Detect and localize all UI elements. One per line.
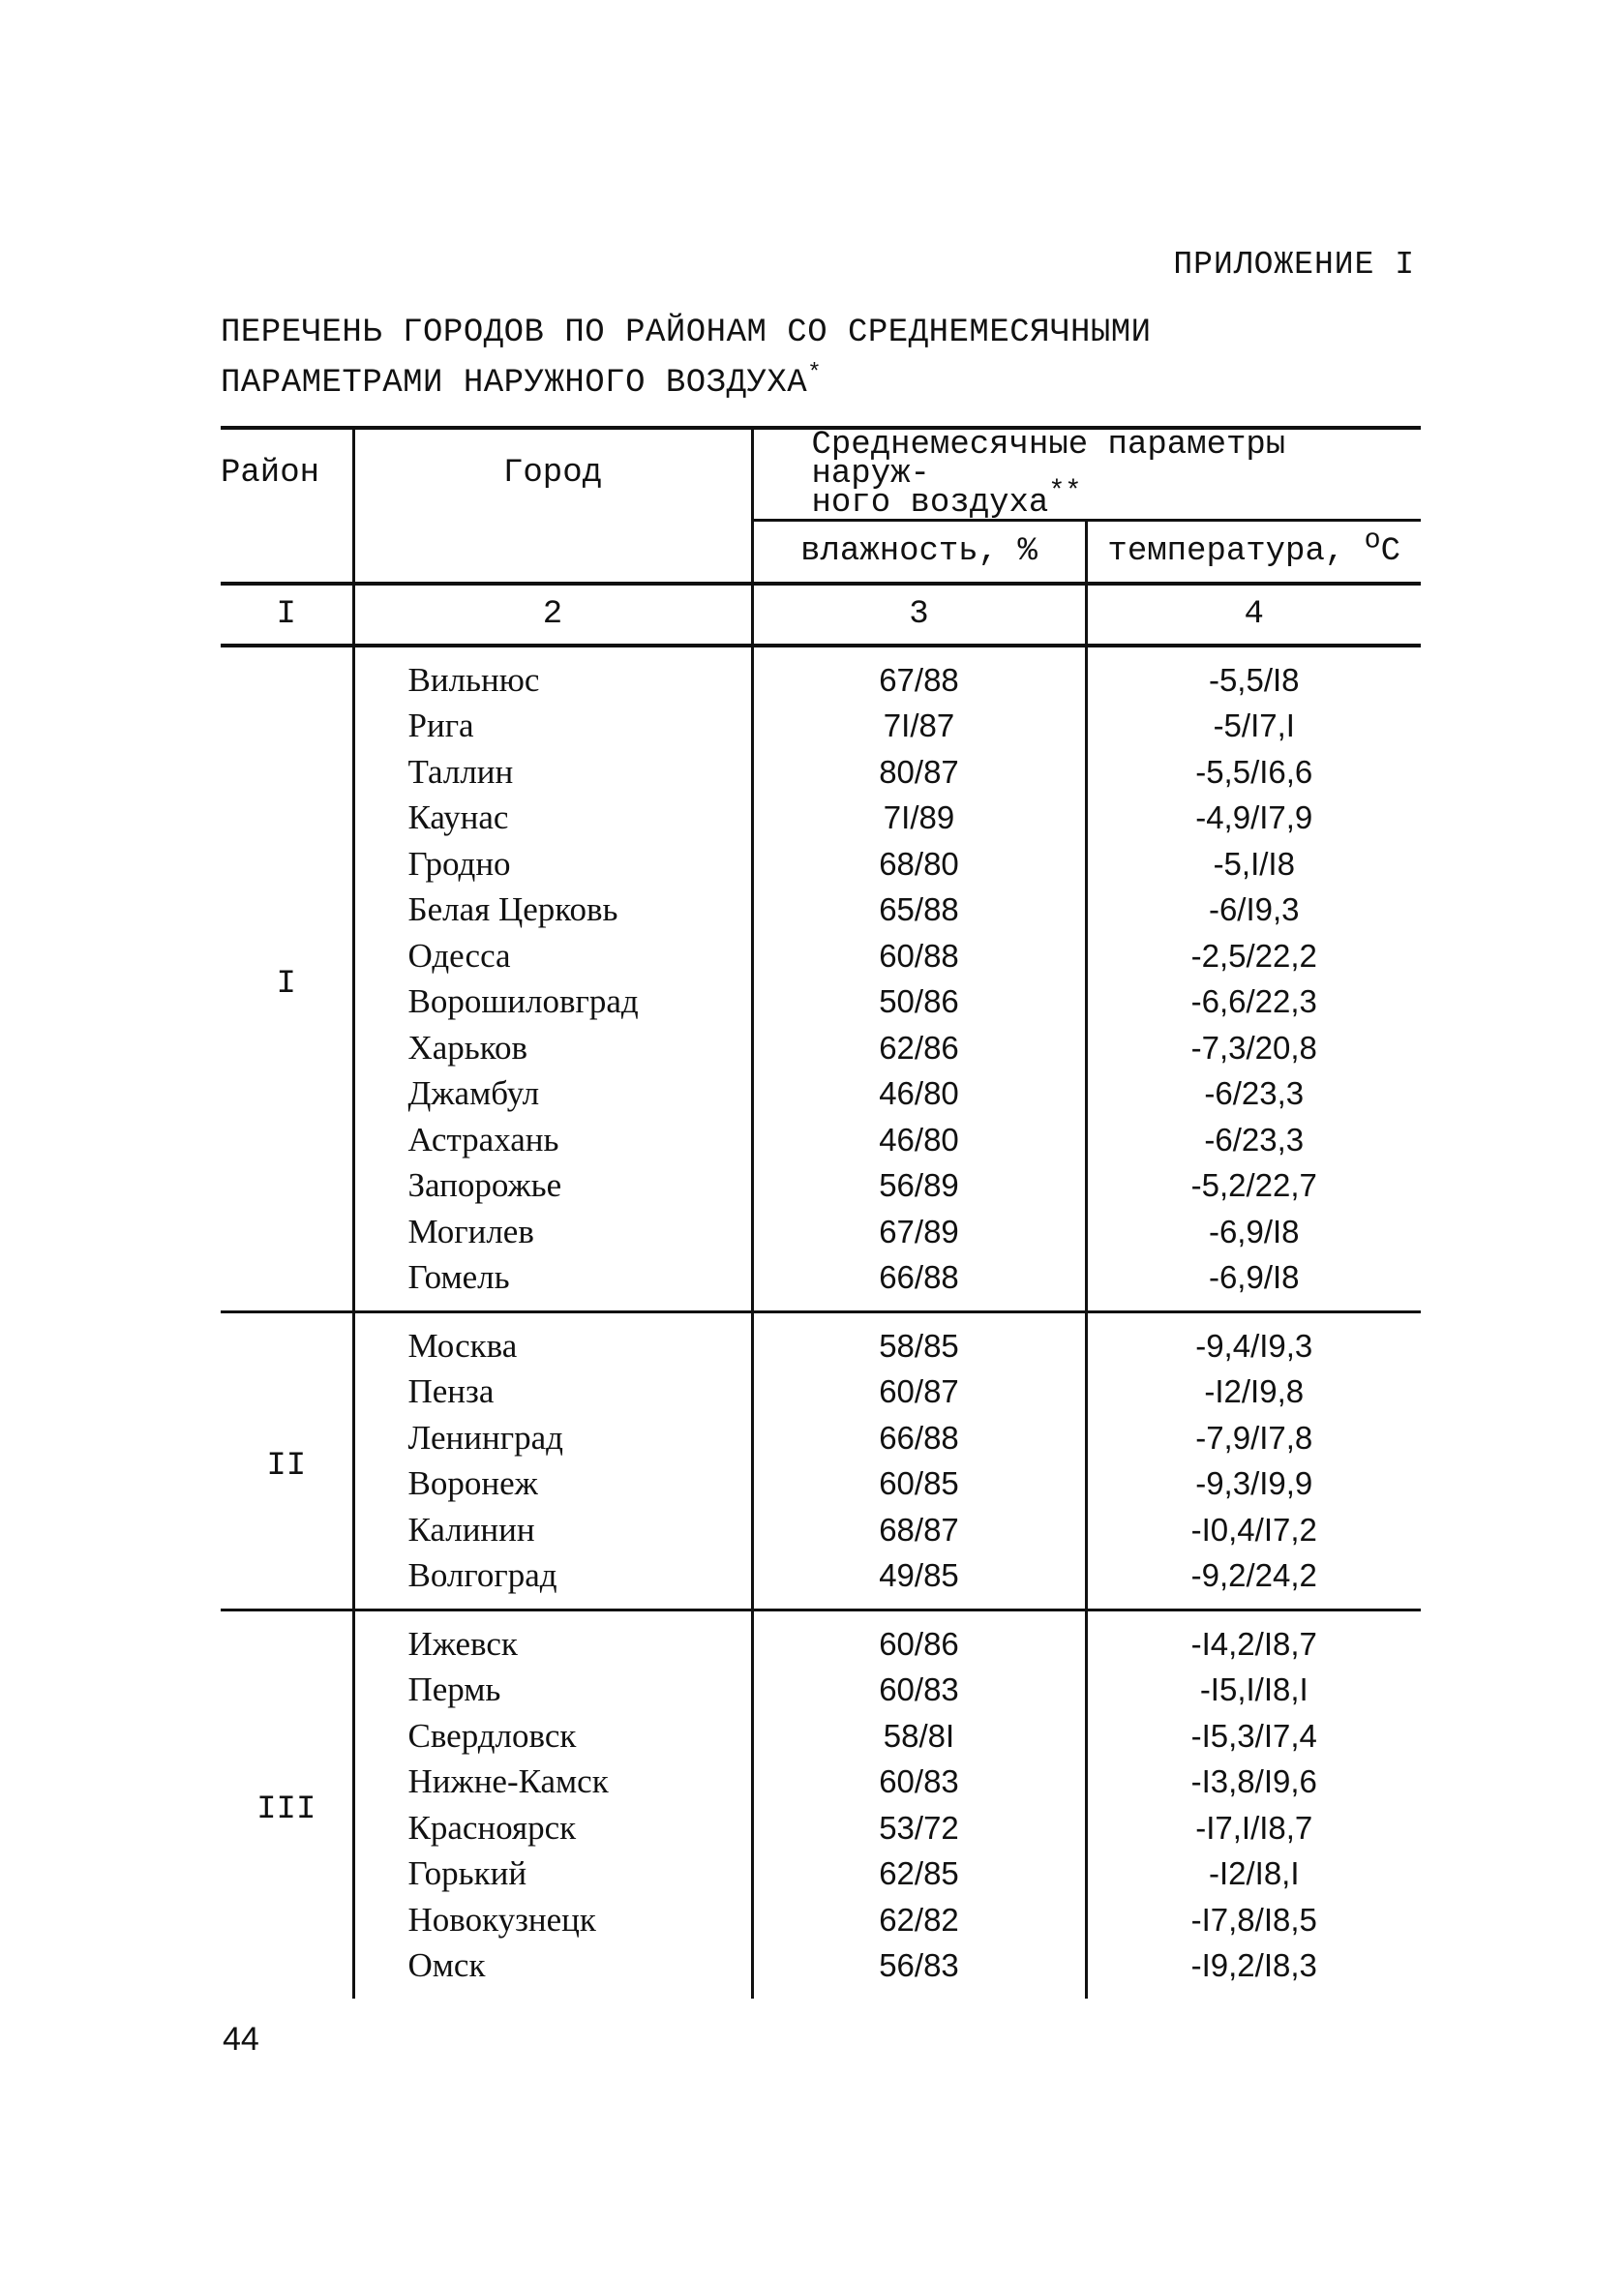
temperature-cell: -6/I9,3 (1086, 888, 1421, 934)
city-cell: Москва (353, 1312, 752, 1369)
table-row (221, 1071, 1421, 1118)
city-cell: Пермь (353, 1668, 752, 1714)
temperature-cell: -I5,3/I7,4 (1086, 1713, 1421, 1760)
temperature-cell: -5/I7,I (1086, 704, 1421, 750)
temperature-cell: -I0,4/I7,2 (1086, 1507, 1421, 1553)
humidity-cell: 62/85 (752, 1851, 1086, 1898)
table-body (221, 646, 1421, 1999)
district-cell: III (221, 1610, 353, 2000)
humidity-cell: 62/82 (752, 1897, 1086, 1943)
city-cell: Джамбул (353, 1071, 752, 1118)
humidity-cell: 46/80 (752, 1071, 1086, 1118)
table-row (221, 1255, 1421, 1312)
temperature-cell: -I3,8/I9,6 (1086, 1760, 1421, 1806)
temperature-cell: -I2/I9,8 (1086, 1369, 1421, 1416)
header-temperature-text: температура, (1107, 533, 1365, 570)
temperature-cell: -5,5/I8 (1086, 646, 1421, 704)
humidity-cell: 53/72 (752, 1805, 1086, 1851)
city-cell: Волгоград (353, 1553, 752, 1610)
cities-table (221, 426, 1421, 1999)
humidity-cell: 68/80 (752, 841, 1086, 888)
city-cell: Запорожье (353, 1163, 752, 1210)
humidity-cell: 7I/89 (752, 796, 1086, 842)
table-row (221, 1117, 1421, 1163)
city-cell: Красноярск (353, 1805, 752, 1851)
header-params-footnote-mark: ** (1048, 475, 1082, 508)
appendix-label: ПРИЛОЖЕНИЕ I (1173, 247, 1415, 283)
temperature-cell: -I2/I8,I (1086, 1851, 1421, 1898)
table-row (221, 888, 1421, 934)
city-cell: Рига (353, 704, 752, 750)
table-row (221, 646, 1421, 704)
header-params (752, 428, 1421, 521)
table-row (221, 1209, 1421, 1255)
city-cell: Могилев (353, 1209, 752, 1255)
humidity-cell: 56/83 (752, 1943, 1086, 2000)
humidity-cell: 58/85 (752, 1312, 1086, 1369)
table-row (221, 1461, 1421, 1508)
city-cell: Ижевск (353, 1610, 752, 1668)
city-cell: Таллин (353, 749, 752, 796)
table-row (221, 796, 1421, 842)
temperature-cell: -I9,2/I8,3 (1086, 1943, 1421, 2000)
table-row (221, 704, 1421, 750)
table-row (221, 1943, 1421, 2000)
humidity-cell: 60/87 (752, 1369, 1086, 1416)
city-cell: Харьков (353, 1025, 752, 1071)
temperature-cell: -I4,2/I8,7 (1086, 1610, 1421, 1668)
table-row (221, 749, 1421, 796)
table-row (221, 1668, 1421, 1714)
temperature-cell: -7,3/20,8 (1086, 1025, 1421, 1071)
city-cell: Одесса (353, 933, 752, 979)
city-cell: Гродно (353, 841, 752, 888)
temperature-cell: -I7,I/I8,7 (1086, 1805, 1421, 1851)
city-cell: Вильнюс (353, 646, 752, 704)
table-row (221, 979, 1421, 1026)
table-row (221, 1553, 1421, 1610)
humidity-cell: 46/80 (752, 1117, 1086, 1163)
header-district: Район (221, 428, 353, 584)
header-params-line-2: ного воздуха (811, 485, 1049, 522)
table-row (221, 1760, 1421, 1806)
temperature-cell: -6,9/I8 (1086, 1209, 1421, 1255)
district-cell: I (276, 965, 296, 1003)
title-footnote-mark: * (807, 360, 823, 387)
table-row (221, 1415, 1421, 1461)
temperature-cell: -9,4/I9,3 (1086, 1312, 1421, 1369)
city-cell: Воронеж (353, 1461, 752, 1508)
header-humidity: влажность, % (752, 521, 1086, 585)
header-params-line-2-wrap (811, 475, 1422, 522)
city-cell: Ленинград (353, 1415, 752, 1461)
humidity-cell: 66/88 (752, 1415, 1086, 1461)
column-number-1: I (221, 584, 353, 646)
humidity-cell: 60/86 (752, 1610, 1086, 1668)
table-row (221, 933, 1421, 979)
table-row (221, 1507, 1421, 1553)
humidity-cell: 56/89 (752, 1163, 1086, 1210)
column-number-2: 2 (353, 584, 752, 646)
humidity-cell: 80/87 (752, 749, 1086, 796)
temperature-cell: -I7,8/I8,5 (1086, 1897, 1421, 1943)
temperature-cell: -4,9/I7,9 (1086, 796, 1421, 842)
title-line-2 (221, 358, 1152, 408)
column-number-4: 4 (1086, 584, 1421, 646)
city-cell: Гомель (353, 1255, 752, 1312)
humidity-cell: 60/83 (752, 1668, 1086, 1714)
city-cell: Омск (353, 1943, 752, 2000)
humidity-cell: 66/88 (752, 1255, 1086, 1312)
city-cell: Пенза (353, 1369, 752, 1416)
temperature-cell: -6,6/22,3 (1086, 979, 1421, 1026)
table-row (221, 1369, 1421, 1416)
temperature-cell: -2,5/22,2 (1086, 933, 1421, 979)
city-cell: Калинин (353, 1507, 752, 1553)
temperature-cell: -9,2/24,2 (1086, 1553, 1421, 1610)
temperature-cell: -I5,I/I8,I (1086, 1668, 1421, 1714)
page-number: 44 (223, 2021, 259, 2058)
temperature-cell: -7,9/I7,8 (1086, 1415, 1421, 1461)
header-temperature (1086, 521, 1421, 585)
temperature-cell: -6/23,3 (1086, 1117, 1421, 1163)
city-cell: Астрахань (353, 1117, 752, 1163)
table-row (221, 1897, 1421, 1943)
humidity-cell: 7I/87 (752, 704, 1086, 750)
table-row (221, 1851, 1421, 1898)
humidity-cell: 60/83 (752, 1760, 1086, 1806)
temperature-cell: -9,3/I9,9 (1086, 1461, 1421, 1508)
temperature-cell: -6/23,3 (1086, 1071, 1421, 1118)
city-cell: Нижне-Камск (353, 1760, 752, 1806)
table-row (221, 1805, 1421, 1851)
city-cell: Новокузнецк (353, 1897, 752, 1943)
header-temperature-unit: С (1380, 533, 1401, 570)
header-temperature-degree: о (1364, 524, 1381, 557)
humidity-cell: 65/88 (752, 888, 1086, 934)
humidity-cell: 50/86 (752, 979, 1086, 1026)
header-params-line-1: Среднемесячные параметры наруж- (811, 427, 1286, 493)
table-row (221, 1025, 1421, 1071)
header-city: Город (353, 428, 752, 584)
title-line-1: ПЕРЕЧЕНЬ ГОРОДОВ ПО РАЙОНАМ СО СРЕДНЕМЕСЯЧНЫМИ (221, 315, 1152, 351)
document-title (221, 308, 1152, 408)
city-cell: Каунас (353, 796, 752, 842)
table-row (221, 1312, 1421, 1369)
humidity-cell: 60/85 (752, 1461, 1086, 1508)
humidity-cell: 68/87 (752, 1507, 1086, 1553)
humidity-cell: 67/89 (752, 1209, 1086, 1255)
humidity-cell: 49/85 (752, 1553, 1086, 1610)
humidity-cell: 60/88 (752, 933, 1086, 979)
column-number-3: 3 (752, 584, 1086, 646)
table-row (221, 1610, 1421, 1668)
temperature-cell: -6,9/I8 (1086, 1255, 1421, 1312)
table-row (221, 841, 1421, 888)
city-cell: Горький (353, 1851, 752, 1898)
temperature-cell: -5,5/I6,6 (1086, 749, 1421, 796)
humidity-cell: 62/86 (752, 1025, 1086, 1071)
humidity-cell: 67/88 (752, 646, 1086, 704)
district-cell: II (221, 1312, 353, 1610)
city-cell: Свердловск (353, 1713, 752, 1760)
city-cell: Белая Церковь (353, 888, 752, 934)
table-row (221, 1163, 1421, 1210)
temperature-cell: -5,2/22,7 (1086, 1163, 1421, 1210)
city-cell: Ворошиловград (353, 979, 752, 1026)
temperature-cell: -5,I/I8 (1086, 841, 1421, 888)
humidity-cell: 58/8I (752, 1713, 1086, 1760)
table-row (221, 1713, 1421, 1760)
title-line-2-text: ПАРАМЕТРАМИ НАРУЖНОГО ВОЗДУХА (221, 365, 808, 402)
